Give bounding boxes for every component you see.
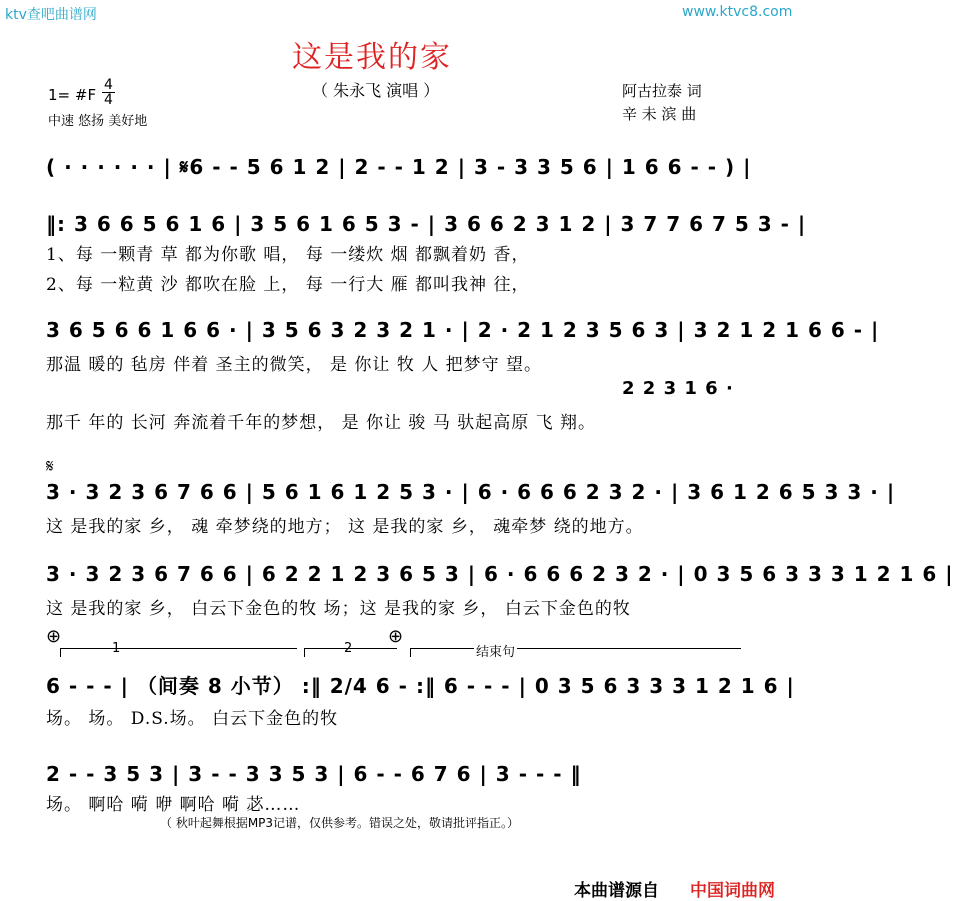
lyric-line-3a: 那温 暖的 毡房 伴着 圣主的微笑， 是 你让 牧 人 把梦守 望。 <box>46 355 543 375</box>
score-line-3: 3 6 5 6 6 1 6 6 · | 3 5 6 3 2 3 2 1 · | 2 · 2 1 2 3 5 6 3 | 3 2 1 2 1 6 6 - | <box>46 318 880 342</box>
time-signature <box>102 78 115 107</box>
lyric-line-2b: 2、每 一粒黄 沙 都吹在脸 上， 每 一行大 雁 都叫我神 往， <box>46 275 530 295</box>
ending-bracket <box>410 648 741 657</box>
time-top: 4 <box>104 77 113 93</box>
score-line-1: ( · · · · · · | 𝄋6 - - 5 6 1 2 | 2 - - 1 2 | 3 - 3 3 5 6 | 1 6 6 - - ) | <box>46 155 752 179</box>
coda-sign-1: ⊕ <box>46 626 62 647</box>
footer-source-label: 本曲谱源自 <box>574 881 659 901</box>
composer-credit: 辛 未 滨 曲 <box>622 105 697 123</box>
lyric-line-2a: 1、每 一颗青 草 都为你歌 唱， 每 一缕炊 烟 都飘着奶 香， <box>46 245 530 265</box>
site-watermark-right: www.ktvc8.com <box>682 4 793 20</box>
lyric-line-3b: 那千 年的 长河 奔流着千年的梦想， 是 你让 骏 马 驮起高原 飞 翔。 <box>46 413 597 433</box>
volta-1-bracket <box>60 648 297 657</box>
transcription-note: （ 秋叶起舞根据MP3记谱，仅供参考。错误之处，敬请批评指正。） <box>160 816 520 830</box>
score-line-6: 6 - - - | （间奏 8 小节） :‖ 2/4 6 - :‖ 6 - - - | 0 3 5 6 3 3 3 1 2 1 6 | <box>46 674 795 698</box>
ending-label: 结束句 <box>474 641 517 660</box>
singer-credit: （ 朱永飞 演唱 ） <box>312 81 440 100</box>
score-line-2: ‖: 3 6 6 5 6 1 6 | 3 5 6 1 6 5 3 - | 3 6 6 2 3 1 2 | 3 7 7 6 7 5 3 - | <box>46 212 807 236</box>
score-line-7: 2 - - 3 5 3 | 3 - - 3 3 5 3 | 6 - - 6 7 6 | 3 - - - ‖ <box>46 762 582 786</box>
alt-notes: 2 2 3 1 6 · <box>622 378 734 399</box>
song-title: 这是我的家 <box>292 40 452 75</box>
segno-sign: 𝄋 <box>46 456 54 477</box>
lyricist-credit: 阿古拉泰 词 <box>622 82 702 100</box>
lyric-line-4: 这 是我的家 乡， 魂 牵梦绕的地方； 这 是我的家 乡， 魂牵梦 绕的地方。 <box>46 517 644 537</box>
score-line-5: 3 · 3 2 3 6 7 6 6 | 6 2 2 1 2 3 6 5 3 | 6 · 6 6 6 2 3 2 · | 0 3 5 6 3 3 3 1 2 1 6 | <box>46 562 954 586</box>
time-bottom: 4 <box>104 92 113 108</box>
footer-site-name: 中国词曲网 <box>690 881 775 901</box>
tempo-marking: 中速 悠扬 美好地 <box>48 114 148 129</box>
lyric-line-6: 场。 场。 D.S.场。 白云下金色的牧 <box>46 709 339 729</box>
volta-2-label: 2 <box>344 641 353 656</box>
coda-sign-2: ⊕ <box>388 626 404 647</box>
lyric-line-5: 这 是我的家 乡， 白云下金色的牧 场；这 是我的家 乡， 白云下金色的牧 <box>46 599 631 619</box>
site-watermark-left: ktv查吧曲谱网 <box>5 7 97 23</box>
score-line-4: 3 · 3 2 3 6 7 6 6 | 5 6 1 6 1 2 5 3 · | 6 · 6 6 6 2 3 2 · | 3 6 1 2 6 5 3 3 · | <box>46 480 896 504</box>
volta-1-label: 1 <box>112 641 121 656</box>
key-signature: 1= #F <box>48 86 97 104</box>
lyric-line-7: 场。 啊哈 嗬 咿 啊哈 嗬 苾…… <box>46 795 301 815</box>
